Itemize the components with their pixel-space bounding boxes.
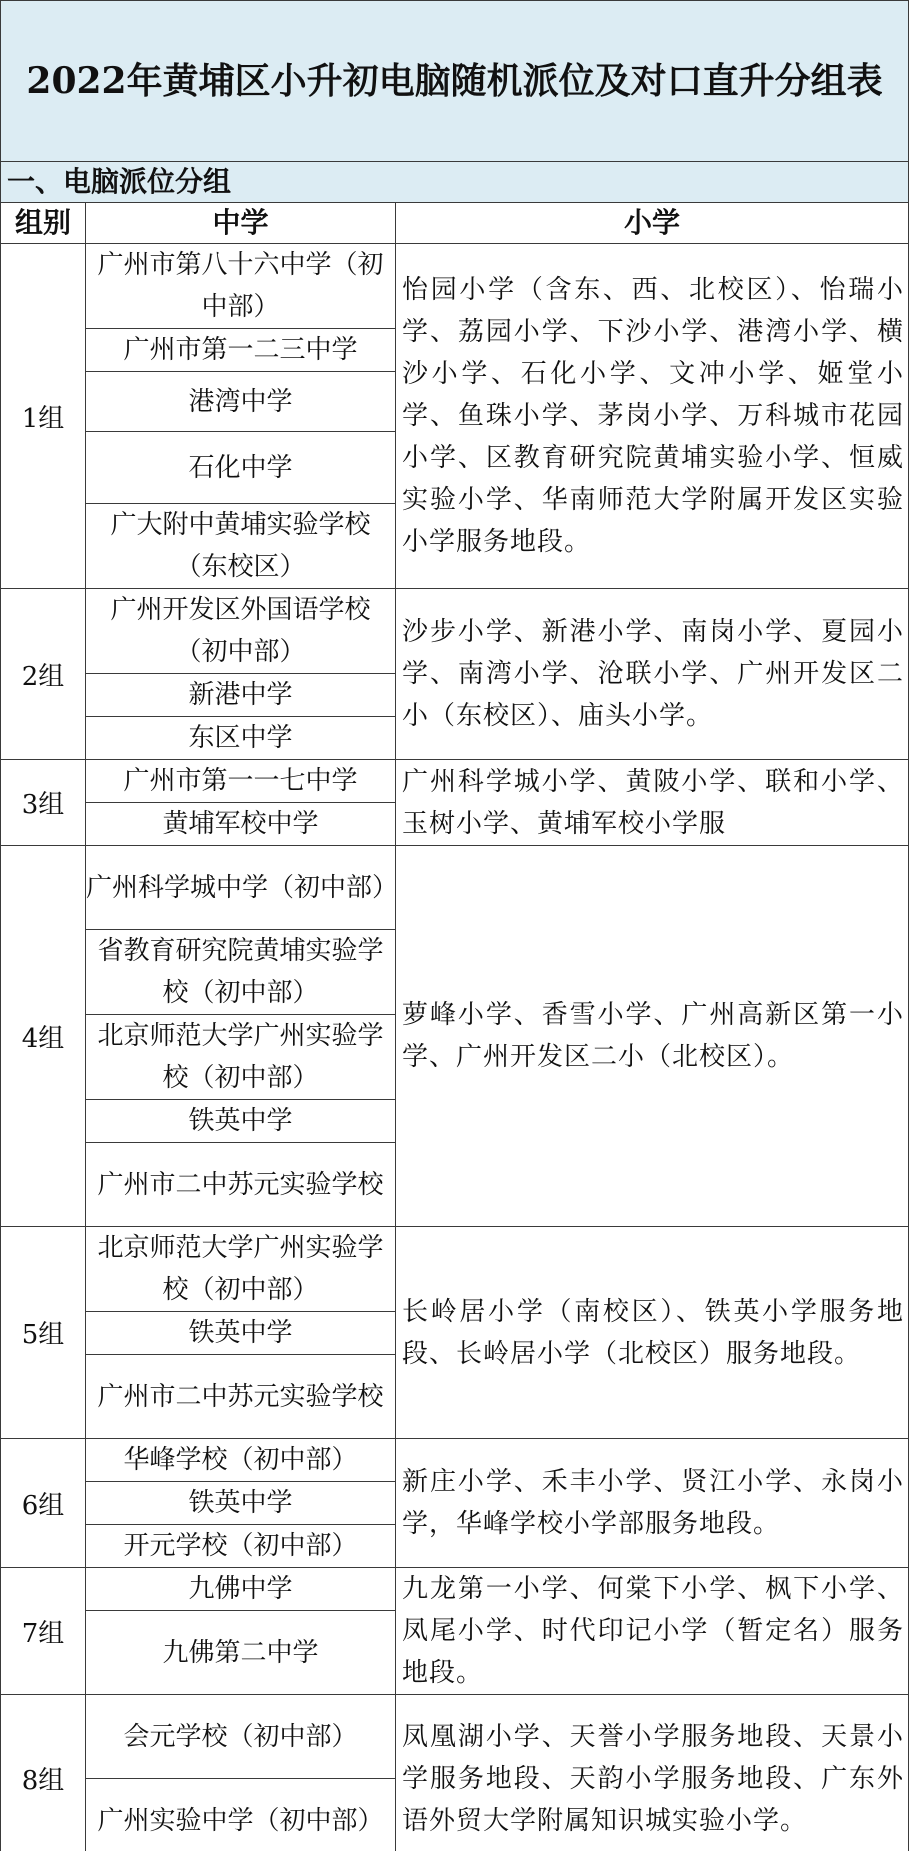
primary-school-cell: 怡园小学（含东、西、北校区）、怡瑞小学、荔园小学、下沙小学、港湾小学、横沙小学、石化小学、文冲小学、姬堂小学、鱼珠小学、茅岗小学、万科城市花园小学、区教育研究院黄埔实验小学、恒威实验小学、华南师范大学附属开发区实验小学服务地段。 [396, 244, 909, 589]
primary-school-cell: 九龙第一小学、何棠下小学、枫下小学、凤尾小学、时代印记小学（暂定名）服务地段。 [396, 1568, 909, 1695]
middle-school-cell: 石化中学 [86, 432, 396, 504]
table-row [1, 589, 909, 674]
group-label: 2组 [1, 589, 86, 760]
middle-school-cell: 广州市二中苏元实验学校 [86, 1143, 396, 1227]
header-row [1, 203, 909, 244]
page-title: 2022年黄埔区小升初电脑随机派位及对口直升分组表 [1, 1, 909, 162]
middle-school-cell: 九佛第二中学 [86, 1611, 396, 1695]
primary-school-cell: 长岭居小学（南校区）、铁英小学服务地段、长岭居小学（北校区）服务地段。 [396, 1227, 909, 1439]
primary-school-cell: 凤凰湖小学、天誉小学服务地段、天景小学服务地段、天韵小学服务地段、广东外语外贸大学附属知识城实验小学。 [396, 1695, 909, 1851]
section-heading: 一、电脑派位分组 [1, 162, 909, 203]
group-label: 4组 [1, 846, 86, 1227]
table-row [1, 1227, 909, 1312]
table-row [1, 1439, 909, 1482]
middle-school-cell: 铁英中学 [86, 1100, 396, 1143]
title-row [1, 1, 909, 162]
group-label: 3组 [1, 760, 86, 846]
middle-school-cell: 广州开发区外国语学校（初中部） [86, 589, 396, 674]
table-row [1, 244, 909, 329]
primary-school-cell: 新庄小学、禾丰小学、贤江小学、永岗小学，华峰学校小学部服务地段。 [396, 1439, 909, 1568]
middle-school-cell: 港湾中学 [86, 372, 396, 432]
header-group: 组别 [1, 203, 86, 244]
table-row [1, 1695, 909, 1779]
group-label: 8组 [1, 1695, 86, 1851]
header-primary-school: 小学 [396, 203, 909, 244]
table-row [1, 1568, 909, 1611]
middle-school-cell: 北京师范大学广州实验学校（初中部） [86, 1227, 396, 1312]
group-label: 7组 [1, 1568, 86, 1695]
table-row [1, 760, 909, 803]
group-label: 6组 [1, 1439, 86, 1568]
middle-school-cell: 新港中学 [86, 674, 396, 717]
section-row [1, 162, 909, 203]
middle-school-cell: 省教育研究院黄埔实验学校（初中部） [86, 930, 396, 1015]
table-row [1, 846, 909, 930]
middle-school-cell: 广州市第一一七中学 [86, 760, 396, 803]
middle-school-cell: 九佛中学 [86, 1568, 396, 1611]
middle-school-cell: 铁英中学 [86, 1482, 396, 1525]
middle-school-cell: 广大附中黄埔实验学校（东校区） [86, 504, 396, 589]
middle-school-cell: 铁英中学 [86, 1312, 396, 1355]
middle-school-cell: 广州市第一二三中学 [86, 329, 396, 372]
middle-school-cell: 东区中学 [86, 717, 396, 760]
primary-school-cell: 萝峰小学、香雪小学、广州高新区第一小学、广州开发区二小（北校区）。 [396, 846, 909, 1227]
middle-school-cell: 广州科学城中学（初中部） [86, 846, 396, 930]
group-label: 5组 [1, 1227, 86, 1439]
middle-school-cell: 广州市二中苏元实验学校 [86, 1355, 396, 1439]
middle-school-cell: 会元学校（初中部） [86, 1695, 396, 1779]
header-middle-school: 中学 [86, 203, 396, 244]
primary-school-cell: 广州科学城小学、黄陂小学、联和小学、玉树小学、黄埔军校小学服 [396, 760, 909, 846]
primary-school-cell: 沙步小学、新港小学、南岗小学、夏园小学、南湾小学、沧联小学、广州开发区二小（东校区）、庙头小学。 [396, 589, 909, 760]
middle-school-cell: 黄埔军校中学 [86, 803, 396, 846]
middle-school-cell: 开元学校（初中部） [86, 1525, 396, 1568]
group-label: 1组 [1, 244, 86, 589]
middle-school-cell: 北京师范大学广州实验学校（初中部） [86, 1015, 396, 1100]
middle-school-cell: 华峰学校（初中部） [86, 1439, 396, 1482]
middle-school-cell: 广州市第八十六中学（初中部） [86, 244, 396, 329]
middle-school-cell: 广州实验中学（初中部） [86, 1779, 396, 1851]
